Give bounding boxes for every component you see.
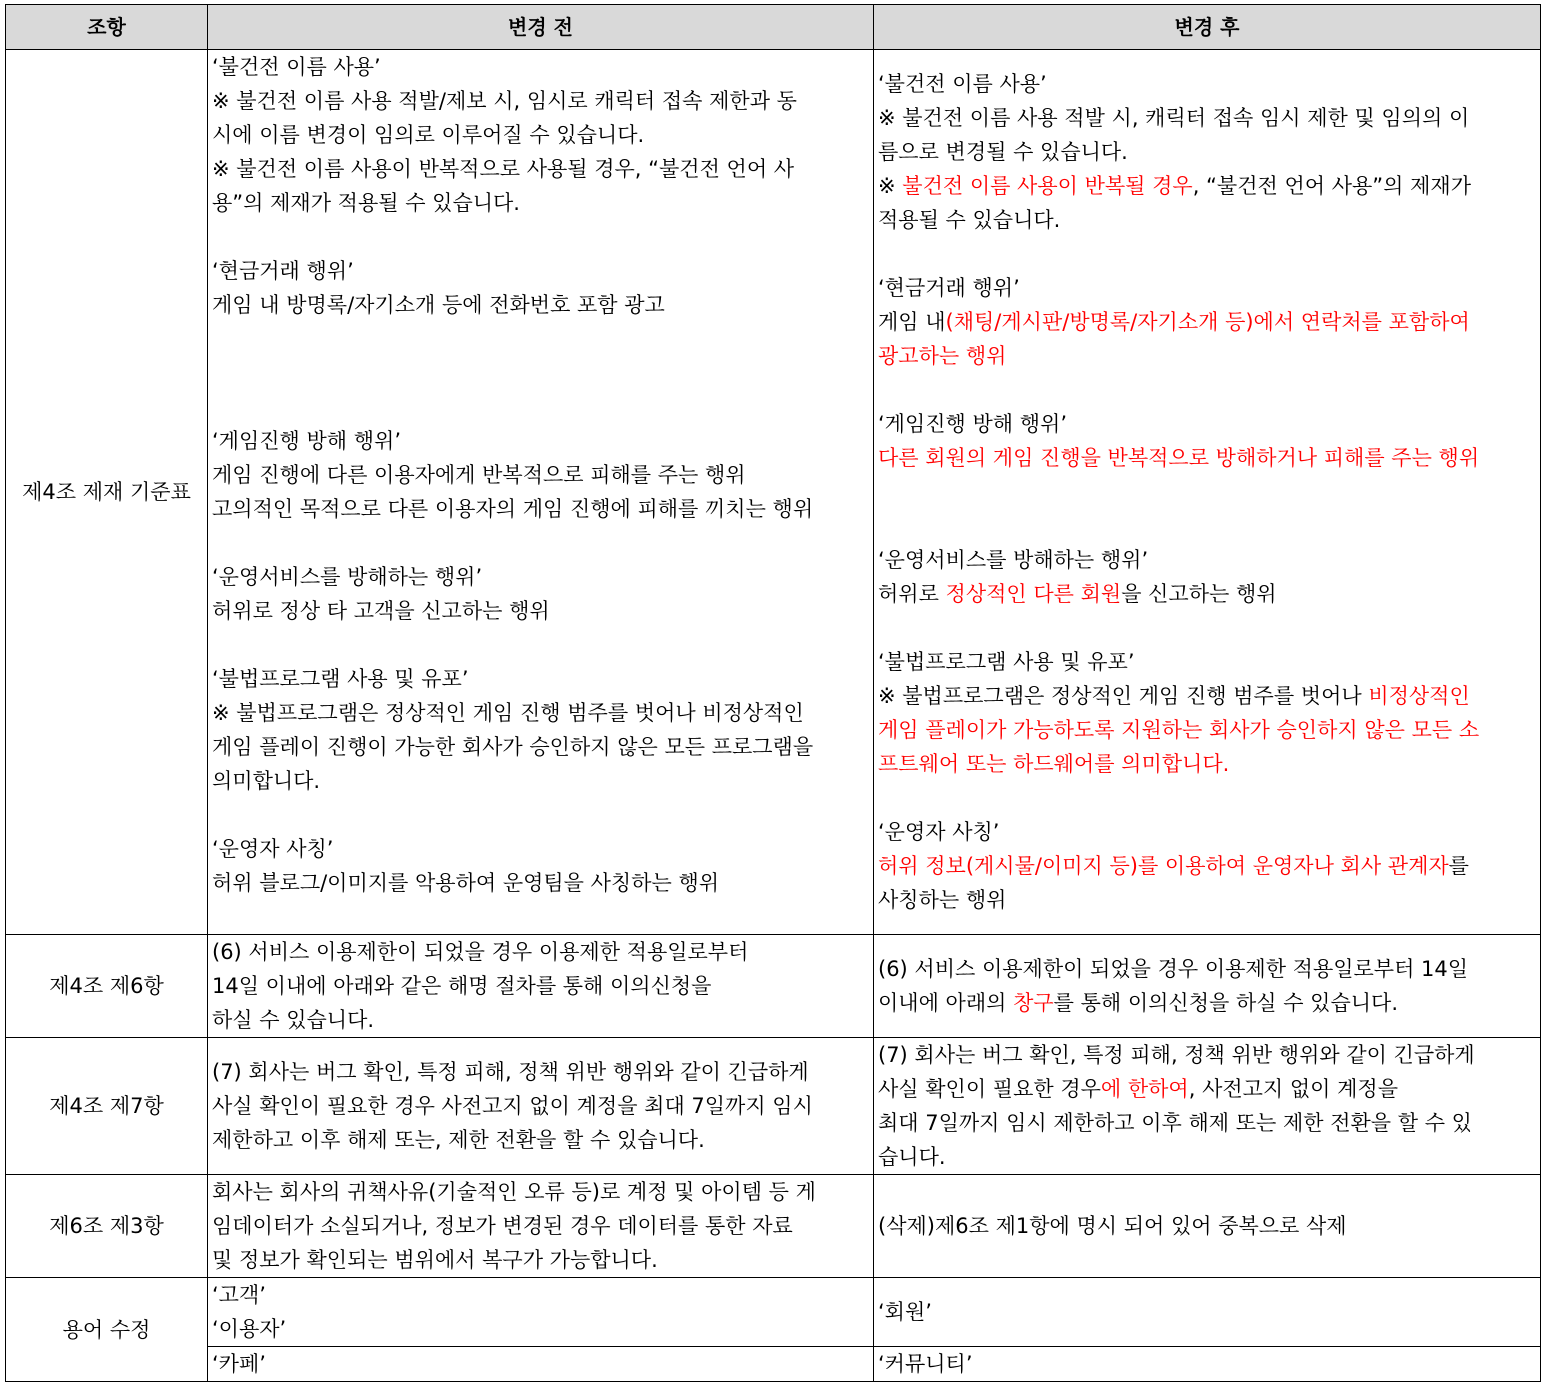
- text-line: 고의적인 목적으로 다른 이용자의 게임 진행에 피해를 끼치는 행위: [212, 497, 814, 521]
- text-line: 14일 이내에 아래와 같은 해명 절차를 통해 이의신청을: [212, 974, 712, 998]
- text-segment: 름으로 변경될 수 있습니다.: [878, 140, 1128, 164]
- changed-text: 창구: [1013, 991, 1054, 1015]
- text-line: 게임 내 방명록/자기소개 등에 전화번호 포함 광고: [212, 293, 665, 317]
- changed-text: 광고하는 행위: [878, 344, 1007, 368]
- row-label: 제6조 제3항: [6, 1175, 208, 1278]
- changed-text: 에 한하여: [1100, 1077, 1189, 1101]
- text-line: [878, 407, 1536, 441]
- changed-text: 허위 정보(게시물/이미지 등)를 이용하여 운영자나 회사 관계자: [878, 854, 1449, 878]
- row-label: 제4조 제7항: [6, 1038, 208, 1175]
- text-line: [878, 815, 1536, 849]
- text-segment: 를: [1448, 854, 1469, 878]
- text-segment: 허위로: [878, 582, 946, 606]
- text-line: [878, 135, 1536, 169]
- text-segment: (7) 회사는 버그 확인, 특정 피해, 정책 위반 행위와 같이 긴급하게: [878, 1043, 1475, 1067]
- text-segment: ※: [878, 174, 903, 198]
- text-segment: 을 신고하는 행위: [1121, 582, 1277, 606]
- text-line: [878, 305, 1536, 339]
- text-line: [212, 322, 869, 356]
- text-line: [878, 577, 1536, 611]
- text-segment: 적용될 수 있습니다.: [878, 208, 1061, 232]
- text-segment: 를 통해 이의신청을 하실 수 있습니다.: [1053, 991, 1398, 1015]
- text-segment: , “불건전 언어 사용”의 제재가: [1192, 174, 1471, 198]
- text-line: 및 정보가 확인되는 범위에서 복구가 가능합니다.: [212, 1248, 658, 1272]
- text-line: ‘현금거래 행위’: [212, 259, 354, 283]
- text-line: ‘운영서비스를 방해하는 행위’: [212, 565, 483, 589]
- text-line: [878, 679, 1536, 713]
- text-line: [212, 356, 869, 390]
- changed-text: 프트웨어 또는 하드웨어를 의미합니다.: [878, 752, 1230, 776]
- text-line: [212, 220, 869, 254]
- after-cell: ‘커뮤니티’: [874, 1347, 1541, 1382]
- text-segment: (6) 서비스 이용제한이 되었을 경우 이용제한 적용일로부터 14일: [878, 957, 1469, 981]
- after-cell: ‘회원’: [874, 1278, 1541, 1347]
- text-segment: 습니다.: [878, 1145, 946, 1169]
- text-line: [878, 441, 1536, 475]
- text-segment: 게임 내: [878, 310, 946, 334]
- table-row: [6, 935, 1541, 1038]
- text-line: 회사는 회사의 귀책사유(기술적인 오류 등)로 계정 및 아이템 등 게: [212, 1180, 816, 1204]
- text-line: [878, 645, 1536, 679]
- text-line: [878, 1106, 1536, 1140]
- text-line: [212, 526, 869, 560]
- after-cell: [874, 50, 1541, 935]
- text-segment: 사칭하는 행위: [878, 888, 1007, 912]
- text-segment: 이내에 아래의: [878, 991, 1014, 1015]
- header-after: 변경 후: [874, 5, 1541, 50]
- text-line: ‘불건전 이름 사용’: [212, 55, 381, 79]
- text-line: 용”의 제재가 적용될 수 있습니다.: [212, 191, 520, 215]
- text-line: [878, 373, 1536, 407]
- text-line: 허위 블로그/이미지를 악용하여 운영팀을 사칭하는 행위: [212, 871, 720, 895]
- text-line: [878, 101, 1536, 135]
- text-segment: ‘현금거래 행위’: [878, 276, 1020, 300]
- text-line: [878, 1140, 1536, 1174]
- table-row: [6, 1175, 1541, 1278]
- text-line: [878, 986, 1536, 1020]
- text-line: [212, 628, 869, 662]
- text-line: [878, 339, 1536, 373]
- header-article: 조항: [6, 5, 208, 50]
- text-line: 하실 수 있습니다.: [212, 1008, 375, 1032]
- text-line: 게임 플레이 진행이 가능한 회사가 승인하지 않은 모든 프로그램을: [212, 735, 814, 759]
- text-line: [878, 1072, 1536, 1106]
- text-line: ‘고객’: [212, 1283, 266, 1307]
- text-line: 사실 확인이 필요한 경우 사전고지 없이 계정을 최대 7일까지 임시: [212, 1094, 813, 1118]
- text-segment: ‘운영서비스를 방해하는 행위’: [878, 548, 1149, 572]
- text-line: [212, 900, 869, 934]
- text-line: [212, 798, 869, 832]
- text-line: ‘운영자 사칭’: [212, 837, 334, 861]
- text-line: [878, 883, 1536, 917]
- text-line: [878, 169, 1536, 203]
- text-line: 임데이터가 소실되거나, 정보가 변경된 경우 데이터를 통한 자료: [212, 1214, 793, 1238]
- text-line: ‘이용자’: [212, 1317, 287, 1341]
- before-cell: [208, 935, 874, 1038]
- before-cell: [208, 1278, 874, 1347]
- text-line: ‘카페’: [212, 1352, 266, 1376]
- text-segment: 최대 7일까지 임시 제한하고 이후 해제 또는 제한 전환을 할 수 있: [878, 1111, 1472, 1135]
- text-line: [212, 390, 869, 424]
- text-segment: , 사전고지 없이 계정을: [1188, 1077, 1398, 1101]
- text-line: 제한하고 이후 해제 또는, 제한 전환을 할 수 있습니다.: [212, 1128, 705, 1152]
- text-segment: 사실 확인이 필요한 경우: [878, 1077, 1101, 1101]
- text-line: [878, 713, 1536, 747]
- before-cell: [208, 50, 874, 935]
- text-line: [878, 509, 1536, 543]
- text-line: ※ 불법프로그램은 정상적인 게임 진행 범주를 벗어나 비정상적인: [212, 701, 804, 725]
- text-line: [878, 237, 1536, 271]
- text-line: [878, 203, 1536, 237]
- text-line: [878, 271, 1536, 305]
- header-before: 변경 전: [208, 5, 874, 50]
- table-row: [6, 1278, 1541, 1347]
- after-cell: [874, 1038, 1541, 1175]
- text-line: ‘게임진행 방해 행위’: [212, 429, 401, 453]
- before-cell: [208, 1175, 874, 1278]
- changed-text: 불건전 이름 사용이 반복될 경우: [902, 174, 1193, 198]
- text-line: 시에 이름 변경이 임의로 이루어질 수 있습니다.: [212, 123, 645, 147]
- changed-text: 다른 회원의 게임 진행을 반복적으로 방해하거나 피해를 주는 행위: [878, 446, 1480, 470]
- text-segment: (삭제)제6조 제1항에 명시 되어 있어 중복으로 삭제: [878, 1214, 1347, 1238]
- text-line: [878, 67, 1536, 101]
- after-cell: [874, 935, 1541, 1038]
- before-cell: [208, 1038, 874, 1175]
- row-label: 제4조 제6항: [6, 935, 208, 1038]
- after-cell: [874, 1175, 1541, 1278]
- text-line: ※ 불건전 이름 사용 적발/제보 시, 임시로 캐릭터 접속 제한과 동: [212, 89, 797, 113]
- text-segment: ‘불건전 이름 사용’: [878, 72, 1047, 96]
- terms-change-table: [5, 4, 1541, 1382]
- text-segment: ‘불법프로그램 사용 및 유포’: [878, 650, 1135, 674]
- text-line: [878, 747, 1536, 781]
- text-line: [878, 1209, 1536, 1243]
- text-line: [878, 781, 1536, 815]
- text-line: 의미합니다.: [212, 769, 321, 793]
- text-line: 게임 진행에 다른 이용자에게 반복적으로 피해를 주는 행위: [212, 463, 746, 487]
- text-line: [878, 1038, 1536, 1072]
- text-segment: ※ 불법프로그램은 정상적인 게임 진행 범주를 벗어나: [878, 684, 1369, 708]
- text-line: [878, 543, 1536, 577]
- text-line: [878, 475, 1536, 509]
- text-segment: ‘운영자 사칭’: [878, 820, 1000, 844]
- row-label: 제4조 제재 기준표: [6, 50, 208, 935]
- changed-text: (채팅/게시판/방명록/자기소개 등)에서 연락처를 포함하여: [945, 310, 1470, 334]
- text-line: [878, 611, 1536, 645]
- text-line: ※ 불건전 이름 사용이 반복적으로 사용될 경우, “불건전 언어 사: [212, 157, 795, 181]
- text-line: 허위로 정상 타 고객을 신고하는 행위: [212, 599, 550, 623]
- text-line: (7) 회사는 버그 확인, 특정 피해, 정책 위반 행위와 같이 긴급하게: [212, 1060, 809, 1084]
- text-line: (6) 서비스 이용제한이 되었을 경우 이용제한 적용일로부터: [212, 940, 749, 964]
- changed-text: 정상적인 다른 회원: [945, 582, 1122, 606]
- text-line: [878, 849, 1536, 883]
- table-row: [6, 1038, 1541, 1175]
- table-row: [6, 50, 1541, 935]
- header-row: [6, 5, 1541, 50]
- row-label: 용어 수정: [6, 1278, 208, 1382]
- text-line: ‘불법프로그램 사용 및 유포’: [212, 667, 469, 691]
- text-line: [878, 952, 1536, 986]
- changed-text: 비정상적인: [1368, 684, 1470, 708]
- text-segment: ‘게임진행 방해 행위’: [878, 412, 1067, 436]
- text-segment: ※ 불건전 이름 사용 적발 시, 캐릭터 접속 임시 제한 및 임의의 이: [878, 106, 1470, 130]
- changed-text: 게임 플레이가 가능하도록 지원하는 회사가 승인하지 않은 모든 소: [878, 718, 1480, 742]
